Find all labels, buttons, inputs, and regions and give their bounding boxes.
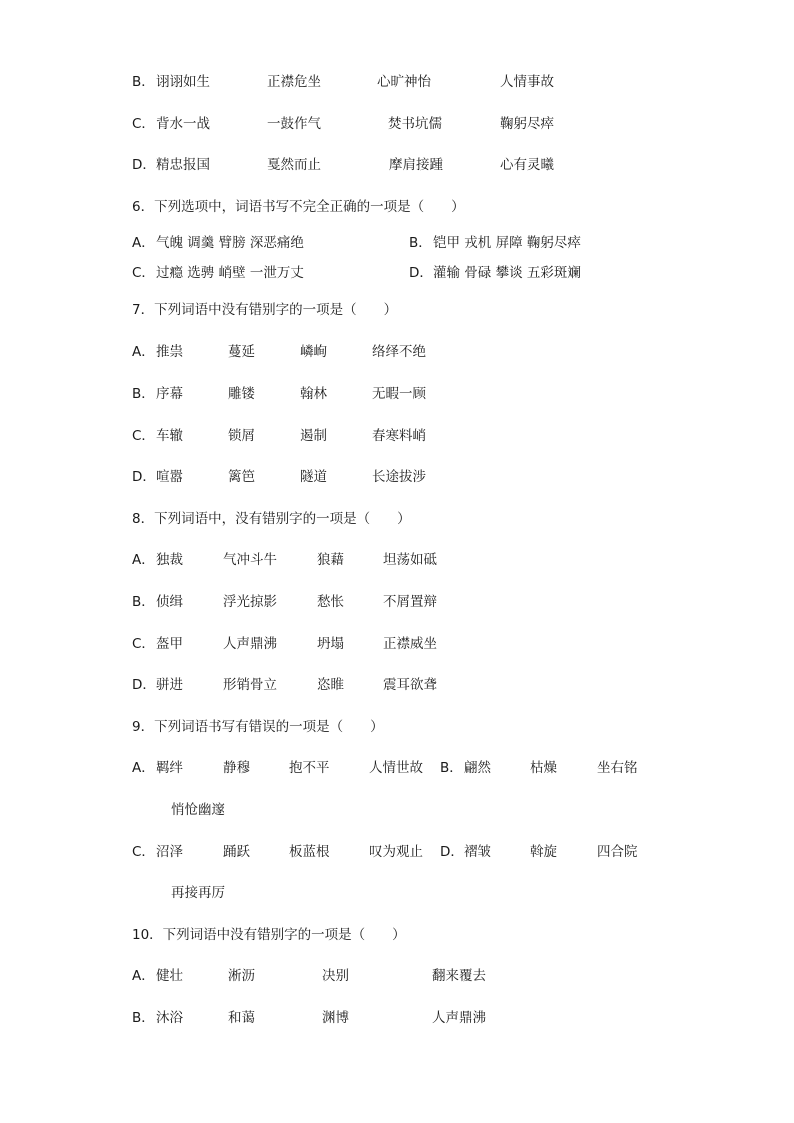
option-label: B． bbox=[409, 235, 432, 251]
option-word: 不屑置辩 bbox=[383, 594, 437, 610]
option-word: 和蔼 bbox=[228, 1010, 255, 1026]
option-text: 气魄 调羹 臂膀 深恶痛绝 bbox=[156, 235, 304, 251]
option-label: B． bbox=[132, 74, 155, 90]
option-word: 翩然 bbox=[464, 760, 491, 776]
question-stem: 8．下列词语中，没有错别字的一项是（ ） bbox=[132, 511, 411, 527]
option-word: 戛然而止 bbox=[267, 157, 321, 173]
option-word: 羁绊 bbox=[156, 760, 183, 776]
option-label: D． bbox=[440, 844, 464, 860]
option-label: B． bbox=[132, 1010, 155, 1026]
option-word: 淅沥 bbox=[228, 968, 255, 984]
option-word: 焚书坑儒 bbox=[388, 116, 442, 132]
option-word: 恣睢 bbox=[317, 677, 344, 693]
option-word: 长途拔涉 bbox=[372, 469, 426, 485]
option-text: 过瘾 选骋 峭壁 一泄万丈 bbox=[156, 265, 304, 281]
option-label: A． bbox=[132, 968, 155, 984]
option-word: 浮光掠影 bbox=[223, 594, 277, 610]
option-word: 推祟 bbox=[156, 344, 183, 360]
option-word: 翻来覆去 bbox=[432, 968, 486, 984]
option-word: 渊博 bbox=[322, 1010, 349, 1026]
option-word: 鞠躬尽瘁 bbox=[500, 116, 554, 132]
question-stem: 7．下列词语中没有错别字的一项是（ ） bbox=[132, 302, 398, 318]
option-word: 摩肩接踵 bbox=[389, 157, 443, 173]
option-label: D． bbox=[132, 677, 156, 693]
option-word: 形销骨立 bbox=[223, 677, 277, 693]
option-word: 春寒料峭 bbox=[372, 428, 426, 444]
option-word: 背水一战 bbox=[156, 116, 210, 132]
option-word: 震耳欲聋 bbox=[383, 677, 437, 693]
option-text: 铠甲 戎机 屏障 鞠躬尽瘁 bbox=[433, 235, 581, 251]
option-word: 盔甲 bbox=[156, 636, 183, 652]
option-label: C． bbox=[132, 428, 155, 444]
option-word: 侦缉 bbox=[156, 594, 183, 610]
option-word: 坍塌 bbox=[317, 636, 344, 652]
option-word: 人声鼎沸 bbox=[223, 636, 277, 652]
option-word: 蔓延 bbox=[228, 344, 255, 360]
option-word: 愁怅 bbox=[317, 594, 344, 610]
option-label: B． bbox=[132, 386, 155, 402]
option-label: C． bbox=[132, 844, 155, 860]
option-word: 四合院 bbox=[597, 844, 638, 860]
option-word: 再接再厉 bbox=[171, 885, 225, 901]
option-label: D． bbox=[132, 157, 156, 173]
option-word: 心旷神怡 bbox=[377, 74, 431, 90]
option-word: 悄怆幽邃 bbox=[171, 802, 225, 818]
option-word: 人声鼎沸 bbox=[432, 1010, 486, 1026]
option-word: 正襟危坐 bbox=[267, 74, 321, 90]
option-word: 雕镂 bbox=[228, 386, 255, 402]
option-word: 诩诩如生 bbox=[156, 74, 210, 90]
option-label: C． bbox=[132, 636, 155, 652]
option-word: 骈进 bbox=[156, 677, 183, 693]
option-word: 人情事故 bbox=[500, 74, 554, 90]
option-word: 沐浴 bbox=[156, 1010, 183, 1026]
option-word: 翰林 bbox=[300, 386, 327, 402]
option-label: A． bbox=[132, 760, 155, 776]
option-word: 序幕 bbox=[156, 386, 183, 402]
option-word: 叹为观止 bbox=[369, 844, 423, 860]
option-word: 坐右铭 bbox=[597, 760, 638, 776]
option-text: 灌输 骨碌 攀谈 五彩斑斓 bbox=[433, 265, 581, 281]
option-word: 独裁 bbox=[156, 552, 183, 568]
option-word: 决别 bbox=[322, 968, 349, 984]
option-word: 无暇一顾 bbox=[372, 386, 426, 402]
option-word: 喧嚣 bbox=[156, 469, 183, 485]
option-word: 健壮 bbox=[156, 968, 183, 984]
option-word: 抱不平 bbox=[289, 760, 330, 776]
option-word: 踊跃 bbox=[223, 844, 250, 860]
option-word: 坦荡如砥 bbox=[383, 552, 437, 568]
option-label: C． bbox=[132, 116, 155, 132]
question-stem: 9．下列词语书写有错误的一项是（ ） bbox=[132, 719, 384, 735]
option-word: 气冲斗牛 bbox=[223, 552, 277, 568]
option-word: 嶙峋 bbox=[300, 344, 327, 360]
option-label: A． bbox=[132, 235, 155, 251]
option-label: A． bbox=[132, 344, 155, 360]
option-word: 络绎不绝 bbox=[372, 344, 426, 360]
option-word: 狼藉 bbox=[317, 552, 344, 568]
option-word: 遏制 bbox=[300, 428, 327, 444]
option-word: 篱笆 bbox=[228, 469, 255, 485]
option-word: 沼泽 bbox=[156, 844, 183, 860]
option-word: 精忠报国 bbox=[156, 157, 210, 173]
option-label: B． bbox=[132, 594, 155, 610]
option-label: D． bbox=[409, 265, 433, 281]
option-label: B． bbox=[440, 760, 463, 776]
option-label: A． bbox=[132, 552, 155, 568]
option-word: 车辙 bbox=[156, 428, 183, 444]
option-word: 褶皱 bbox=[464, 844, 491, 860]
option-word: 隧道 bbox=[300, 469, 327, 485]
option-word: 斡旋 bbox=[530, 844, 557, 860]
question-stem: 6．下列选项中，词语书写不完全正确的一项是（ ） bbox=[132, 199, 465, 215]
option-word: 静穆 bbox=[223, 760, 250, 776]
option-label: D． bbox=[132, 469, 156, 485]
question-stem: 10．下列词语中没有错别字的一项是（ ） bbox=[132, 927, 406, 943]
option-word: 板蓝根 bbox=[289, 844, 330, 860]
option-word: 正襟威坐 bbox=[383, 636, 437, 652]
option-word: 心有灵曦 bbox=[500, 157, 554, 173]
option-word: 锁屑 bbox=[228, 428, 255, 444]
option-word: 枯燥 bbox=[530, 760, 557, 776]
option-label: C． bbox=[132, 265, 155, 281]
option-word: 一鼓作气 bbox=[267, 116, 321, 132]
option-word: 人情世故 bbox=[369, 760, 423, 776]
